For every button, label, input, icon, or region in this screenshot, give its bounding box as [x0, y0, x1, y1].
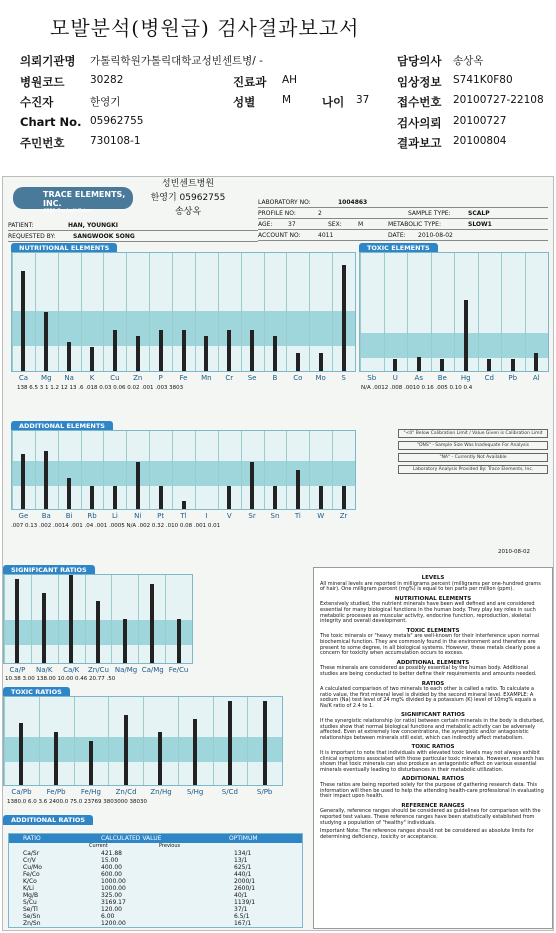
- request-date-value: 20100727: [453, 114, 507, 127]
- significant-ratios-title: SIGNIFICANT RATIOS: [3, 565, 95, 575]
- ratio-row: Zn/Sn 1200.00 167/1: [23, 920, 252, 927]
- bar-P: [159, 330, 163, 371]
- chart-column: [501, 253, 502, 371]
- report-date-label: 결과보고: [397, 136, 442, 150]
- chart-column: [218, 431, 219, 509]
- chart-column: [4, 697, 5, 785]
- element-label: Ge: [18, 512, 29, 520]
- department-label: 진료과: [233, 74, 267, 89]
- element-label: Fe/Cu: [168, 666, 189, 674]
- bar-W: [319, 486, 323, 509]
- additional-chart: [11, 430, 356, 520]
- bar-Ge: [21, 454, 25, 509]
- header-row-4: [20, 115, 550, 136]
- bar-Hg: [464, 300, 468, 371]
- element-label: Ba: [41, 512, 51, 520]
- element-label: Fe: [179, 374, 188, 382]
- bar-As: [417, 357, 421, 371]
- bar-Mo: [319, 353, 323, 371]
- element-label: Ca/Pb: [11, 788, 32, 796]
- element-label: Sn: [270, 512, 280, 520]
- chart-column: [454, 253, 455, 371]
- additional-values: .007 0.13 .002 .0014 .001 .04 .001 .0005 N/A .002 0.32 .010 0.08 .001 0.01: [11, 523, 221, 529]
- patient-table: PATIENT: HAN, YOUNGKI REQUESTED BY: SANGWOOK SONG: [8, 220, 258, 242]
- element-label: S/Hg: [186, 788, 204, 796]
- bar-Fe/Pb: [54, 732, 58, 785]
- bar-Mn: [204, 336, 208, 371]
- toxic-title: TOXIC ELEMENTS: [359, 243, 438, 253]
- bar-Zn/Cd: [124, 715, 128, 785]
- bar-V: [227, 486, 231, 509]
- chart-column: [407, 253, 408, 371]
- element-label: Na: [64, 374, 74, 382]
- bar-Na/Mg: [123, 619, 127, 663]
- explanation-panel: LEVELS All mineral levels are reported in milligrams percent (milligrams per one-hundred grams of hair). One milligram percent (mg%) is equal to ten parts per million (ppm). NUTRITIONAL ELEMENTS Extensively studied, the nutrient minerals have been well defined and are considered essential for many biological functions in the human body. They play key roles in such metabolic processes as muscular activity, endocrine function, reproduction, skeletal integrity and overall development. TOXIC ELEMENTS The toxic minerals or "heavy metals" are well-known for their interference upon normal biochemical function. They are commonly found in the environment and therefore are present to some degree, in all biological systems. However, these metals clearly pose a concern for toxicity when accumulation occurs to excess. ADDITIONAL ELEMENTS These minerals are considered as possibly essential by the human body. Additional studies are being conducted to better define their requirements and amounts needed. RATIOS A calculated comparison of two minerals to each other is called a ratio. To calculate a ratio value, the first mineral level is divided by the second mineral level. EXAMPLE: A sodium (Na) test level of 24 mg% divided by a potassium (K) level of 10mg% equals a Na/K ratio of 2.4 to 1. SIGNIFICANT RATIOS If the synergistic relationship (or ratio) between certain minerals in the body is disturbed, studies show that normal biological functions and metabolic activity can be adversely affected. Even at extremely low concentrations, the synergistic and/or antagonistic relationships between minerals still exist, which can indirectly affect metabolism. TOXIC RATIOS It is important to note that individuals with elevated toxic levels may not always exhibit clinical symptoms associated with those particular toxic minerals. However, research has shown that toxic minerals can also produce an antagonistic effect on various essential minerals eventually leading to disturbances in their metabolic utilization. ADDITIONAL RATIOS These ratios are being reported solely for the purpose of gathering research data. This information will then be used to help the attending health-care professional in evaluating their impact upon health. REFERENCE RANGES Generally, reference ranges should be considered as guidelines for comparison with the reported test values. These reference ranges have been statistically established from studying a population of "healthy" individuals. Important Note: The reference ranges should not be considered as absolute limits for determining deficiency, toxicity or acceptance.: [313, 567, 553, 929]
- element-label: Mn: [201, 374, 212, 382]
- chart-column: [218, 253, 219, 371]
- element-label: W: [317, 512, 325, 520]
- element-label: Li: [111, 512, 118, 520]
- chart-column: [35, 253, 36, 371]
- element-label: Cu: [110, 374, 120, 382]
- bar-Zn: [136, 336, 140, 371]
- bar-Cr: [227, 330, 231, 371]
- ratio-row: Se/Tl 120.00 37/1: [23, 906, 248, 913]
- element-label: Cd: [484, 374, 494, 382]
- bar-Na/K: [42, 593, 46, 663]
- report-title: 모발분석(병원급) 검사결과보고서: [50, 16, 360, 40]
- hospital-stamp: 성빈센트병원 한영기 05962755 송상옥: [150, 179, 226, 217]
- chart-column: [81, 431, 82, 509]
- bar-Fe/Cu: [177, 619, 181, 663]
- institution-label: 의뢰기관명: [20, 54, 76, 68]
- bar-Rb: [90, 486, 94, 509]
- chart-column: [195, 253, 196, 371]
- reference-band: [12, 461, 355, 486]
- bar-K: [90, 347, 94, 371]
- hospital-code-label: 병원코드: [20, 74, 65, 89]
- toxic-ratios-chart: [3, 696, 283, 796]
- patient-label: 수진자: [20, 95, 54, 109]
- chart-column: [332, 431, 333, 509]
- bar-Se: [250, 330, 254, 371]
- chart-column: [172, 253, 173, 371]
- element-label: Se: [247, 374, 257, 382]
- bar-S/Hg: [193, 719, 197, 785]
- bar-B: [273, 336, 277, 371]
- bar-Cu: [113, 330, 117, 371]
- element-label: Al: [532, 374, 540, 382]
- element-label: Be: [437, 374, 447, 382]
- chart-column: [309, 253, 310, 371]
- chart-column: [384, 253, 385, 371]
- header-row-5: [20, 135, 550, 156]
- chart-column: [126, 431, 127, 509]
- header-row-3: [20, 94, 550, 115]
- ratio-row: Fe/Co 600.00 440/1: [23, 871, 252, 878]
- chart-column: [58, 431, 59, 509]
- element-label: Ni: [134, 512, 142, 520]
- element-label: Ca/Mg: [141, 666, 164, 674]
- chart-column: [85, 575, 86, 663]
- chart-column: [360, 253, 361, 371]
- chart-column: [58, 575, 59, 663]
- hospital-code-value: 30282: [90, 73, 124, 86]
- bar-S/Cd: [228, 701, 232, 785]
- element-label: Na/Mg: [114, 666, 138, 674]
- element-label: Mo: [315, 374, 326, 382]
- resident-no-label: 주민번호: [20, 136, 65, 150]
- bar-Cd: [487, 359, 491, 371]
- element-label: As: [414, 374, 423, 382]
- element-label: Mg: [41, 374, 52, 382]
- bar-Ti: [296, 470, 300, 509]
- chart-no-value: 05962755: [90, 114, 144, 127]
- chart-column: [309, 431, 310, 509]
- element-label: Sb: [367, 374, 377, 382]
- chart-column: [103, 253, 104, 371]
- chart-column: [111, 575, 112, 663]
- chart-column: [108, 697, 109, 785]
- chart-column: [525, 253, 526, 371]
- patient-header: [20, 53, 550, 156]
- element-label: Ca/P: [9, 666, 26, 674]
- bar-Be: [440, 359, 444, 371]
- bar-U: [393, 359, 397, 371]
- request-date-label: 검사의뢰: [397, 115, 442, 130]
- element-label: Fe/Pb: [46, 788, 66, 796]
- chart-column: [143, 697, 144, 785]
- ratio-row: Cr/V 15.00 13/1: [23, 857, 248, 864]
- toxic-ratios-title: TOXIC RATIOS: [3, 687, 70, 697]
- element-label: Ca/K: [63, 666, 80, 674]
- chart-column: [81, 253, 82, 371]
- bar-Ca: [21, 271, 25, 371]
- element-label: Hg: [460, 374, 471, 382]
- element-label: S: [341, 374, 346, 382]
- chart-column: [195, 431, 196, 509]
- ratio-row: S/Cu 3169.17 1139/1: [23, 899, 256, 906]
- institution-value: 가톨릭학원가톨릭대학교성빈센트병/ -: [90, 55, 263, 67]
- toxic-values: N/A .0012 .008 .0010 0.16 .005 0.10 0.4: [361, 385, 473, 391]
- bar-Zn/Cu: [96, 601, 100, 663]
- hair-analysis-scan: [2, 176, 554, 931]
- element-label: Co: [293, 374, 303, 382]
- element-label: Sr: [248, 512, 256, 520]
- receipt-no-value: 20100727-22108: [453, 94, 544, 106]
- element-label: Bi: [65, 512, 73, 520]
- element-label: Na/K: [36, 666, 53, 674]
- chart-column: [12, 431, 13, 509]
- significant-ratios-values: 10.38 3.00 138.00 10.00 0.46 20.77 .50: [5, 676, 116, 682]
- bar-Bi: [67, 478, 71, 509]
- chart-column: [264, 431, 265, 509]
- additional-title: ADDITIONAL ELEMENTS: [11, 421, 113, 431]
- age-value: 37: [356, 94, 370, 106]
- age-label: 나이: [322, 95, 345, 109]
- significant-ratios-chart: [3, 574, 193, 674]
- chart-column: [264, 253, 265, 371]
- bar-Ba: [44, 451, 48, 510]
- sex-value: M: [282, 94, 292, 106]
- bar-Na: [67, 342, 71, 372]
- element-label: B: [272, 374, 278, 382]
- element-label: Zn/Hg: [150, 788, 172, 796]
- chart-column: [126, 253, 127, 371]
- bar-S: [342, 265, 346, 371]
- element-label: U: [392, 374, 398, 382]
- toxic-chart: [359, 252, 549, 382]
- chart-column: [241, 431, 242, 509]
- toxic-ratios-values: 1380.0 6.0 3.6 2400.0 75.0 23769 3803000 38030: [7, 799, 147, 805]
- element-label: V: [226, 512, 232, 520]
- chart-column: [149, 253, 150, 371]
- ratio-row: Se/Sn 6.00 6.5/1: [23, 913, 250, 920]
- ratio-row: K/Co 1000.00 2000/1: [23, 878, 256, 885]
- element-label: Pt: [157, 512, 165, 520]
- chart-column: [103, 431, 104, 509]
- element-label: Ca: [18, 374, 29, 382]
- chart-column: [332, 253, 333, 371]
- chart-column: [149, 431, 150, 509]
- chart-column: [39, 697, 40, 785]
- receipt-no-label: 접수번호: [397, 95, 442, 109]
- chart-column: [241, 253, 242, 371]
- lab-info-table: LABORATORY NO: 1004863 PROFILE NO: 2 SAMPLE TYPE: SCALP AGE: 37 SEX: M METABOLIC TYPE: SLOW1 ACCOUNT NO: 4011 DATE: 2010-08-02: [258, 197, 548, 241]
- element-label: Zr: [339, 512, 348, 520]
- bar-Co: [296, 353, 300, 371]
- chart-column: [286, 431, 287, 509]
- chart-column: [35, 431, 36, 509]
- chart-column: [58, 253, 59, 371]
- bar-S/Pb: [263, 701, 267, 785]
- element-label: Zn/Cd: [115, 788, 137, 796]
- additional-ratios-table: RATIO CALCULATED VALUE OPTIMUM Current Previous Ca/Sr 421.88 134/1 Cr/V 15.00 13/1 Cu/Mo 400.00 625/1 Fe/Co 600.00 440/1 K/Co 1000.00 2000/1 K/Li 1000.00 2600/1 Mg/B 325.00 40/1 S/Cu 3169.17 1139/1 Se/Tl 120.00 37/1 Se/Sn 6.00 6.5/1 Zn/Sn 1200.00 167/1: [8, 833, 303, 928]
- header-row-2: [20, 74, 550, 95]
- chart-column: [178, 697, 179, 785]
- additional-date: 2010-08-02: [498, 549, 530, 555]
- element-label: Rb: [87, 512, 97, 520]
- resident-no-value: 730108-1: [90, 135, 141, 147]
- element-label: K: [89, 374, 95, 382]
- bar-Ca/Mg: [150, 584, 154, 663]
- element-label: Fe/Hg: [80, 788, 101, 796]
- element-label: I: [205, 512, 208, 520]
- clinical-info-value: S741K0F80: [453, 73, 513, 86]
- nutritional-chart: [11, 252, 356, 382]
- bar-Ni: [136, 462, 140, 509]
- bar-Li: [113, 486, 117, 509]
- doctor-label: 담당의사: [397, 54, 442, 68]
- legend-box: "<0" Below Calibration Limit / Value Given is Calibration Limit "DNS" - Sample Size Was Inadequate For Analysis "NA" - Currently Not Available Laboratory Analysis Provided By: Trace Elements, Inc.: [398, 429, 548, 519]
- sex-label: 성별: [233, 95, 256, 109]
- doctor-value: 송상옥: [453, 55, 484, 67]
- nutritional-title: NUTRITIONAL ELEMENTS: [11, 243, 117, 253]
- chart-column: [431, 253, 432, 371]
- nutritional-values: 138 6.5 3 1 1.2 12 13 .6 .018 0.03 0.06 0.02 .001 .003 3803: [17, 385, 184, 391]
- bar-Tl: [182, 501, 186, 509]
- chart-column: [138, 575, 139, 663]
- bar-Fe: [182, 330, 186, 371]
- element-label: S/Cd: [221, 788, 238, 796]
- element-label: Zn/Cu: [88, 666, 109, 674]
- bar-Pt: [159, 486, 163, 509]
- additional-ratios-title: ADDITIONAL RATIOS: [3, 815, 93, 825]
- bar-Pb: [511, 359, 515, 371]
- chart-column: [74, 697, 75, 785]
- clinical-info-label: 임상정보: [397, 74, 442, 89]
- bar-Fe/Hg: [89, 741, 93, 785]
- element-label: Ti: [294, 512, 301, 520]
- bar-Sr: [250, 462, 254, 509]
- chart-column: [12, 253, 13, 371]
- chart-column: [247, 697, 248, 785]
- element-label: Cr: [225, 374, 234, 382]
- ratio-row: K/Li 1000.00 2600/1: [23, 885, 256, 892]
- chart-column: [31, 575, 32, 663]
- bar-Zr: [342, 486, 346, 509]
- element-label: Tl: [180, 512, 187, 520]
- ratio-row: Cu/Mo 400.00 625/1: [23, 864, 252, 871]
- bar-Ca/Pb: [19, 723, 23, 785]
- patient-value: 한영기: [90, 96, 121, 108]
- lab-logo: TRACE ELEMENTS, INC. 4091 Sunbelt Drive: [13, 187, 133, 209]
- header-row-1: [20, 53, 550, 74]
- ratio-row: Ca/Sr 421.88 134/1: [23, 850, 252, 857]
- chart-column: [172, 431, 173, 509]
- element-label: Zn: [133, 374, 143, 382]
- bar-Ca/K: [69, 575, 73, 663]
- bar-Ca/P: [15, 579, 19, 663]
- chart-column: [4, 575, 5, 663]
- ratio-row: Mg/B 325.00 40/1: [23, 892, 248, 899]
- bar-Sn: [273, 486, 277, 509]
- chart-column: [213, 697, 214, 785]
- chart-no-label: Chart No.: [20, 114, 82, 129]
- chart-column: [478, 253, 479, 371]
- bar-Zn/Hg: [158, 732, 162, 785]
- department-value: AH: [282, 73, 298, 86]
- element-label: Pb: [508, 374, 518, 382]
- chart-column: [286, 253, 287, 371]
- bar-Al: [534, 353, 538, 371]
- element-label: P: [158, 374, 163, 382]
- bar-Mg: [44, 312, 48, 371]
- element-label: S/Pb: [256, 788, 273, 796]
- chart-column: [165, 575, 166, 663]
- report-date-value: 20100804: [453, 135, 507, 147]
